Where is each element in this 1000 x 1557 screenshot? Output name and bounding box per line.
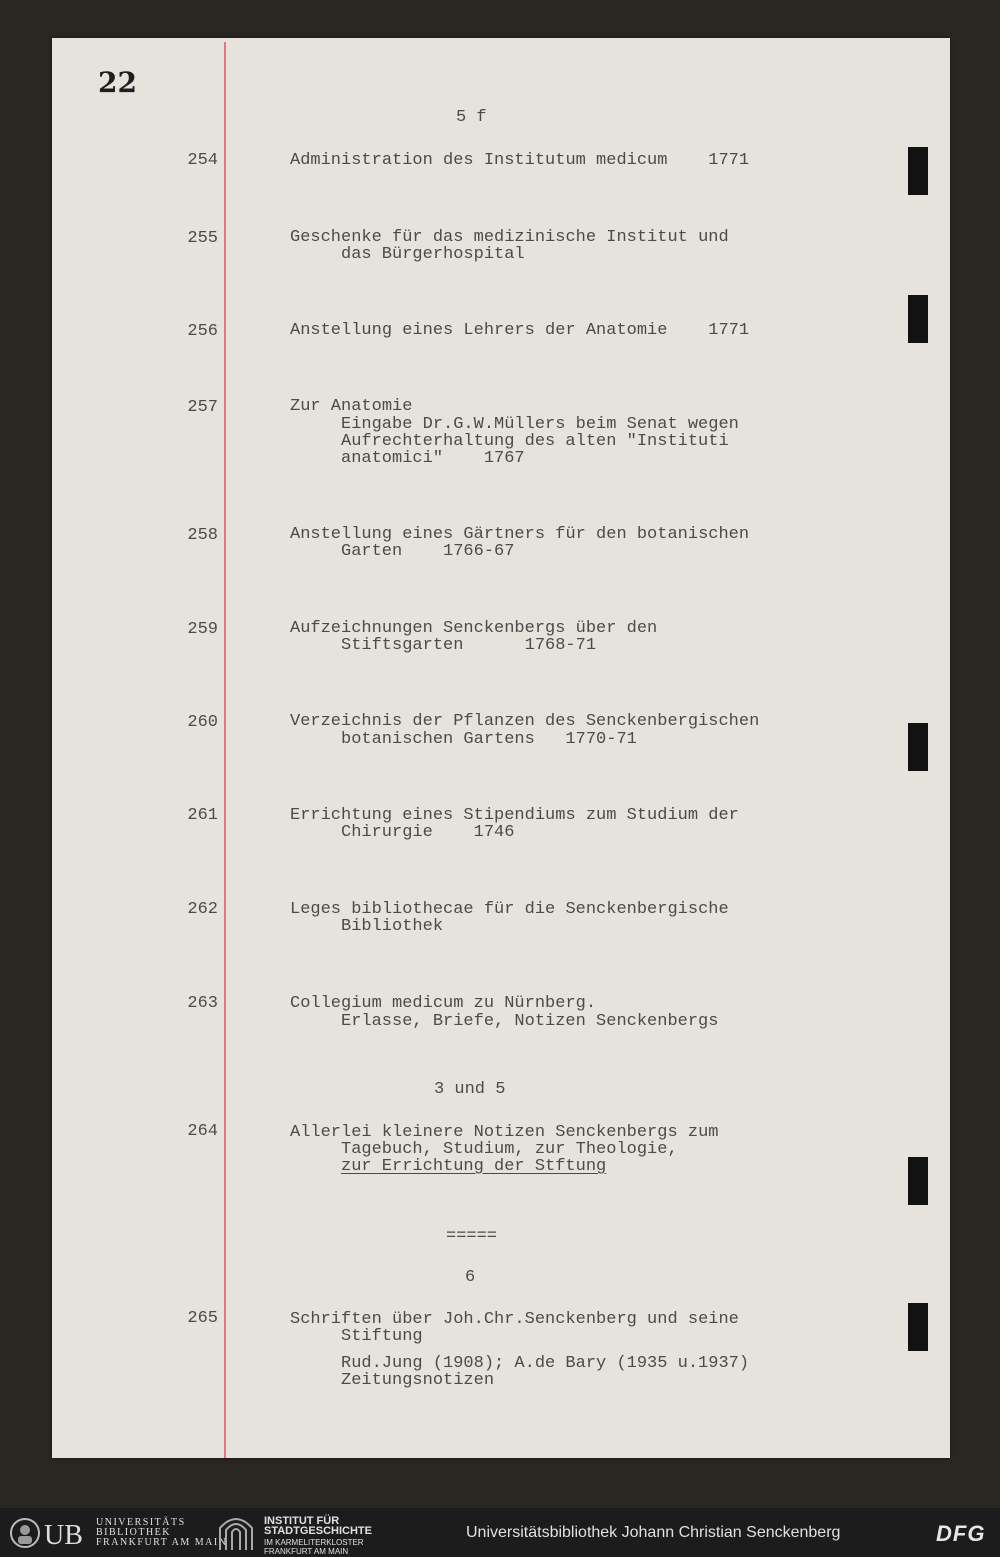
institute-subtitle: IM KARMELITERKLOSTER FRANKFURT AM MAIN [264, 1538, 364, 1556]
entry-number: 264 [187, 1122, 218, 1141]
ub-logo-icon [8, 1516, 94, 1550]
entry-number: 256 [187, 322, 218, 341]
tab-marker [908, 723, 928, 771]
tab-marker [908, 295, 928, 343]
entry-line: Anstellung eines Lehrers der Anatomie 1771 [290, 321, 750, 340]
entry-number: 255 [187, 229, 218, 248]
entry-line: Chirurgie 1746 [341, 823, 515, 842]
institute-title: INSTITUT FÜR STADTGESCHICHTE [264, 1515, 372, 1537]
tab-marker [908, 147, 928, 195]
ub-mark: UB [44, 1520, 83, 1550]
library-title: Universitätsbibliothek Johann Christian Senckenberg [466, 1524, 841, 1541]
dfg-logo: DFG [936, 1521, 986, 1546]
entry-line: Eingabe Dr.G.W.Müllers beim Senat wegen [341, 415, 739, 434]
entry-line: Collegium medicum zu Nürnberg. [290, 994, 597, 1013]
entry-line: Rud.Jung (1908); A.de Bary (1935 u.1937) [341, 1354, 750, 1373]
section-separator: ===== [446, 1227, 498, 1246]
entry-line: Verzeichnis der Pflanzen des Senckenbergischen [290, 712, 760, 731]
tab-marker [908, 1157, 928, 1205]
entry-line: anatomici" 1767 [341, 449, 525, 468]
entry-number: 254 [187, 151, 218, 170]
institute-arch-icon [216, 1516, 256, 1550]
entry-line: Tagebuch, Studium, zur Theologie, [341, 1140, 678, 1159]
entry-line-underlined: zur Errichtung der Stftung [341, 1157, 607, 1176]
entry-line: Bibliothek [341, 917, 444, 936]
entry-number: 261 [187, 806, 218, 825]
entry-line: Aufrechterhaltung des alten "Instituti [341, 432, 729, 451]
entry-line: Administration des Institutum medicum 1771 [290, 151, 750, 170]
entry-line: Garten 1766-67 [341, 542, 515, 561]
entry-number: 263 [187, 994, 218, 1013]
entry-line: Allerlei kleinere Notizen Senckenbergs zum [290, 1123, 719, 1142]
tab-marker [908, 1303, 928, 1351]
entry-line: Aufzeichnungen Senckenbergs über den [290, 619, 658, 638]
entry-line: Schriften über Joh.Chr.Senckenberg und seine [290, 1310, 739, 1329]
section-label-6: 6 [465, 1268, 476, 1287]
entry-line: Stiftsgarten 1768-71 [341, 636, 597, 655]
entry-line: Zeitungsnotizen [341, 1371, 495, 1390]
section-label-3-und-5: 3 und 5 [434, 1080, 506, 1099]
ub-text: UNIVERSITÄTS BIBLIOTHEK FRANKFURT AM MAIN [96, 1517, 228, 1548]
red-margin-line [224, 42, 226, 1458]
entry-line: botanischen Gartens 1770-71 [341, 730, 637, 749]
entry-number: 265 [187, 1309, 218, 1328]
entry-line: Zur Anatomie [290, 397, 413, 416]
entry-number: 259 [187, 620, 218, 639]
section-label-5f: 5 f [456, 108, 487, 127]
entry-line: Leges bibliothecae für die Senckenbergische [290, 900, 729, 919]
entry-line: das Bürgerhospital [341, 245, 525, 264]
entry-line: Geschenke für das medizinische Institut und [290, 228, 729, 247]
entry-number: 260 [187, 713, 218, 732]
entry-line: Stiftung [341, 1327, 423, 1346]
footer-bar [0, 1508, 1000, 1557]
entry-line: Erlasse, Briefe, Notizen Senckenbergs [341, 1012, 719, 1031]
entry-line: Anstellung eines Gärtners für den botanischen [290, 525, 750, 544]
entry-number: 258 [187, 526, 218, 545]
entry-number: 262 [187, 900, 218, 919]
page-number: 22 [98, 66, 137, 99]
entry-line: Errichtung eines Stipendiums zum Studium der [290, 806, 739, 825]
entry-number: 257 [187, 398, 218, 417]
